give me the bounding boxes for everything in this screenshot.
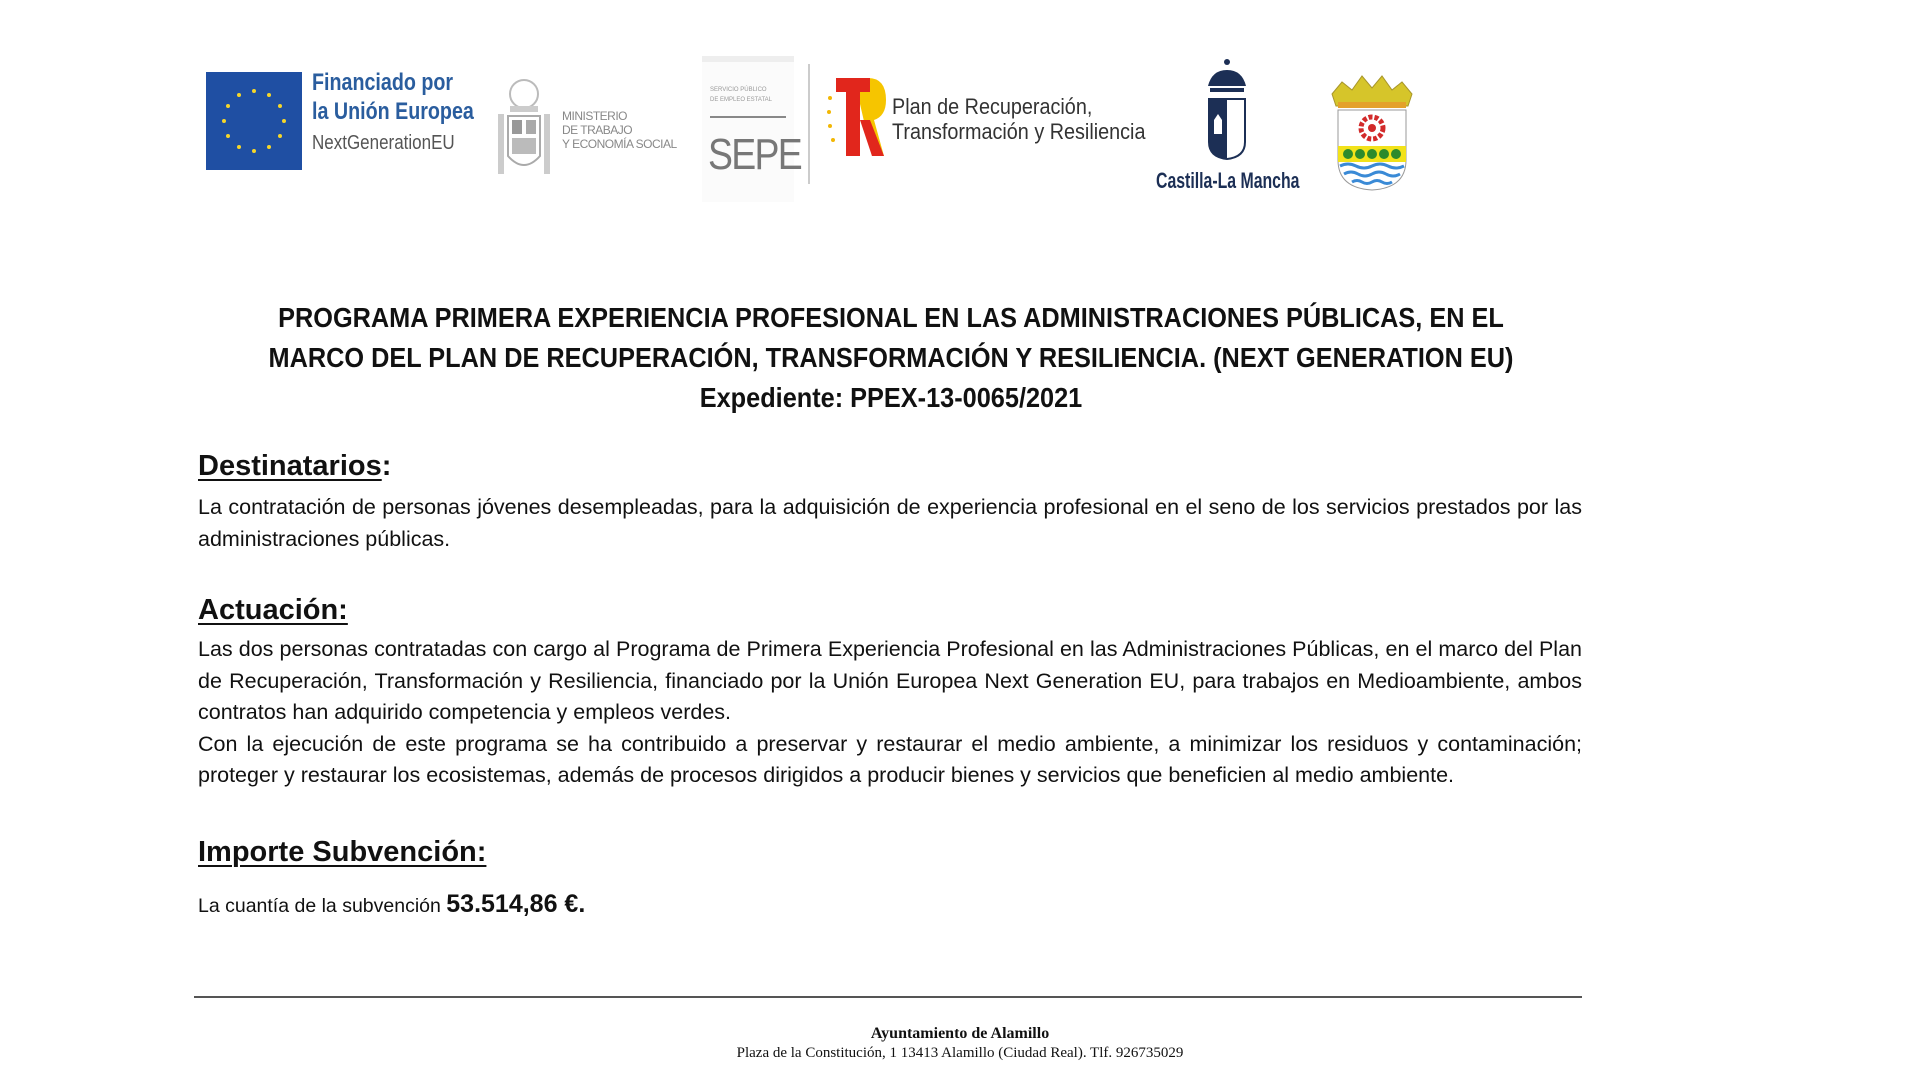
clm-name: Castilla-La Mancha [1156,168,1300,193]
destinatarios-paragraph: La contratación de personas jóvenes desempleadas, para la adquisición de experiencia profesional en el seno de los servicios prestados por las administraciones públicas. [198,495,1582,551]
eu-star-icon [267,145,271,149]
ministry-logo [490,72,690,192]
actuacion-heading: Actuación: [198,594,348,626]
actuacion-body [198,634,1582,792]
footer [0,1024,1920,1063]
sepe-name: SEPE [708,130,801,179]
importe-heading: Importe Subvención: [198,836,487,868]
eu-star-icon [226,134,230,138]
footer-organization: Ayuntamiento de Alamillo [870,1025,1050,1042]
title-line1: PROGRAMA PRIMERA EXPERIENCIA PROFESIONAL EN LAS ADMINISTRACIONES PÚBLICAS, EN EL [278,302,1504,333]
alamillo-shield-icon [1324,74,1420,192]
footer-divider [194,996,1582,998]
eu-star-icon [222,119,226,123]
document-title [200,298,1582,418]
destinatarios-heading [198,450,391,483]
sepe-divider [710,116,786,118]
eu-logo-line2: la Unión Europea [312,98,474,126]
alamillo-coat-of-arms [1324,74,1420,192]
eu-logo-line3: NextGenerationEU [312,131,455,154]
castilla-la-mancha-logo [1156,56,1306,206]
ministry-line1: MINISTERIO [562,109,628,123]
title-line2: MARCO DEL PLAN DE RECUPERACIÓN, TRANSFORMACIÓN Y RESILIENCIA. (NEXT GENERATION EU) [268,342,1514,373]
destinatarios-heading-text: Destinatarios [198,450,382,482]
eu-funding-logo [206,62,476,182]
eu-star-icon [282,119,286,123]
footer-address: Plaza de la Constitución, 1 13413 Alamillo (Ciudad Real). Tlf. 926735029 [736,1045,1184,1061]
logo-banner [200,52,1440,212]
ministry-line2: DE TRABAJO [562,122,633,137]
eu-flag-icon [206,72,302,170]
prtr-line2: Transformación y Resiliencia [892,119,1146,145]
logo-divider [808,64,810,184]
tr-mark-icon [826,72,886,162]
eu-star-icon [267,93,271,97]
sepe-small-line2: DE EMPLEO ESTATAL [710,96,773,103]
subsidy-amount: 53.514,86 €. [446,890,586,918]
subsidy-amount-line [198,890,585,919]
destinatarios-body [198,492,1582,555]
actuacion-paragraph-2: Con la ejecución de este programa se ha contribuido a preservar y restaurar el medio ambiente, a minimizar los residuos y contaminación; proteger y restaurar los ecosistemas, además de procesos dirigidos a producir bienes y servicios que beneficien al medio ambiente. [198,731,1582,787]
clm-shield-icon [1202,56,1252,162]
subsidy-label: La cuantía de la subvención [198,895,447,917]
sepe-small-line1: SERVICIO PÚBLICO [710,87,767,93]
eu-star-icon [252,89,256,93]
spain-coat-of-arms-icon [494,72,554,182]
expediente-line: Expediente: PPEX-13-0065/2021 [699,382,1083,413]
eu-star-icon [226,104,230,108]
prtr-line1: Plan de Recuperación, [892,94,1093,119]
actuacion-paragraph-1: Las dos personas contratadas con cargo al Programa de Primera Experiencia Profesional en las Administraciones Públicas, en el marco del Plan de Recuperación, Transformación y Resiliencia, financiado por la Unión Europea Next Generation EU, para trabajos en Medioambiente, ambos contratos han adquirido competencia y empleos verdes. [198,637,1582,724]
eu-star-icon [252,149,256,153]
eu-star-icon [278,104,282,108]
recovery-plan-logo [816,66,1166,176]
sepe-logo [702,56,801,202]
eu-star-icon [237,145,241,149]
eu-logo-line1: Financiado por [312,69,454,96]
ministry-line3: Y ECONOMÍA SOCIAL [562,136,677,151]
eu-star-icon [278,134,282,138]
eu-star-icon [237,93,241,97]
destinatarios-heading-colon: : [381,450,392,482]
